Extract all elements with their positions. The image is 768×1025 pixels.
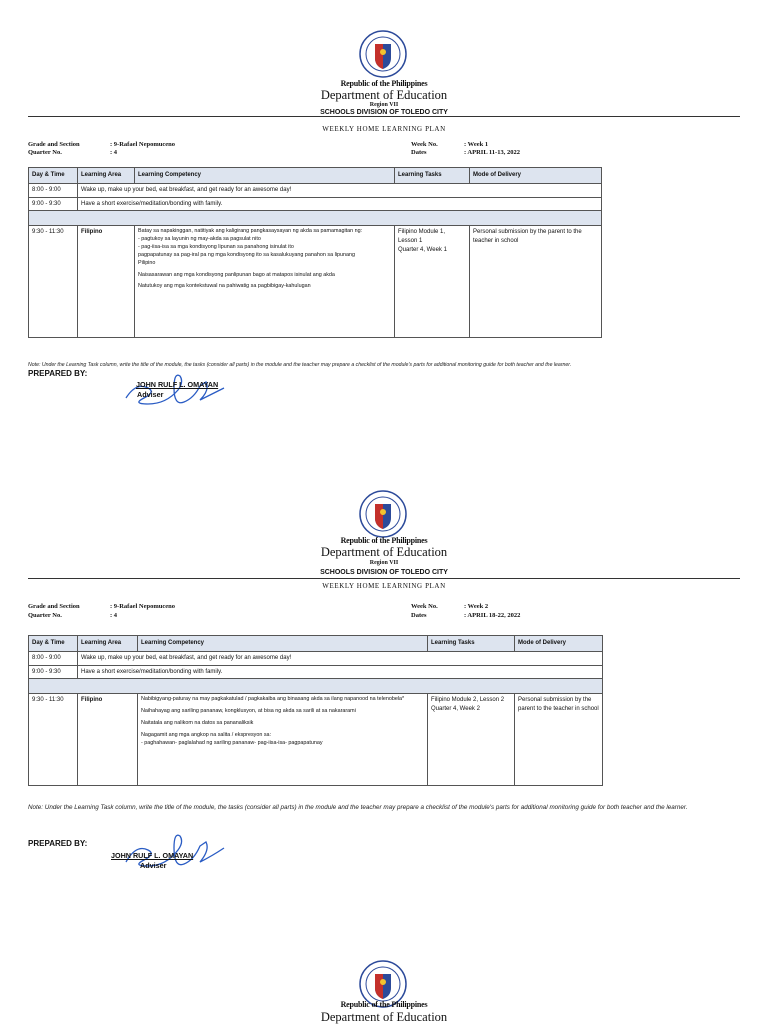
row-activity: Have a short exercise/meditation/bonding with family.: [78, 665, 603, 679]
row-competency: Nabibigyang-paturay na may pagkakatulad / pagkakaiba ang binasang akda sa ilang napanood na telenobela* Naihahayag ang sariling pananaw, kongklusyon, at bisa ng akda sa sarili at sa nakararami Naitatala ang nalikom na datos sa pananaliksik Nagagamit ang mga angkop na salita / ekspresyon sa: - paghahawan- paglalahad ng sariling pananaw- pag-iisa-isa- pagpapatunay: [138, 694, 428, 786]
quarter-value: : 4: [110, 149, 118, 156]
header-learning-area: Learning Area: [78, 168, 135, 184]
adviser-role: Adviser: [140, 861, 167, 870]
signature-icon: [118, 372, 228, 408]
division-text: SCHOOLS DIVISION OF TOLEDO CITY: [320, 569, 448, 576]
row-learning-area: Filipino: [78, 226, 135, 338]
plan-table: [28, 635, 603, 786]
row-delivery: Personal submission by the parent to the teacher in school: [515, 694, 603, 786]
region-text: Region VII: [369, 102, 399, 108]
table-row: [29, 665, 603, 679]
note-text: Note: Under the Learning Task column, write the title of the module, the tasks (consider all parts) in the module and the teacher may prepare a checklist of the module's parts for additional monitoring guide for both teacher and the learner.: [28, 362, 572, 368]
prepared-by-label: PREPARED BY:: [28, 839, 88, 848]
dates-label: Dates: [411, 149, 427, 156]
department-text: Department of Education: [320, 88, 448, 102]
row-tasks: Filipino Module 2, Lesson 2 Quarter 4, Week 2: [428, 694, 515, 786]
grade-section-value: : 9-Rafael Nepomuceno: [110, 141, 175, 148]
break-row: [29, 679, 603, 694]
department-text: Department of Education: [320, 545, 448, 559]
plan-title: WEEKLY HOME LEARNING PLAN: [322, 125, 446, 133]
row-time: 9:30 - 11:30: [29, 226, 78, 338]
grade-section-label: Grade and Section: [28, 141, 80, 148]
plan-table: [28, 167, 602, 338]
row-activity: Wake up, make up your bed, eat breakfast, and get ready for an awesome day!: [78, 652, 603, 666]
dates-label: Dates: [411, 612, 427, 619]
deped-seal-icon: [359, 30, 407, 78]
dates-value: : APRIL 18-22, 2022: [464, 612, 521, 619]
region-text: Region VII: [369, 560, 399, 566]
republic-text: Republic of the Philippines: [340, 536, 428, 545]
row-time: 9:00 - 9:30: [29, 197, 78, 211]
week-value: : Week 1: [464, 141, 489, 148]
table-row: [29, 694, 603, 786]
row-competency: Batay sa napakinggan, natitiyak ang kaligirang pangkasaysayan ng akda sa pamamagitan ng: - pagtukoy sa layunin ng may-akda sa pagsulat nito - pag-iisa-isa sa mga kondisyong lipunan sa panahong isinulat ito pagpapatunay sa pag-iral pa ng mga kondisyong ito sa kasalukuyang panahon sa lipunang Pilipino Naisasarawan ang mga kondisyong panlipunan bago at matapos isinulat ang akda Natutukoy ang mga kontekstuwal na pahiwatig sa pagbibigay-kahulugan: [135, 226, 395, 338]
header-day-time: Day & Time: [29, 636, 78, 652]
grade-section-value: : 9-Rafael Nepomuceno: [110, 603, 175, 610]
row-activity: Wake up, make up your bed, eat breakfast, and get ready for an awesome day!: [78, 184, 602, 198]
week-label: Week No.: [411, 141, 438, 148]
table-row: [29, 197, 602, 211]
header-competency: Learning Competency: [138, 636, 428, 652]
row-learning-area: Filipino: [78, 694, 138, 786]
header-tasks: Learning Tasks: [395, 168, 470, 184]
row-time: 9:30 - 11:30: [29, 694, 78, 786]
table-row: [29, 184, 602, 198]
table-row: [29, 226, 602, 338]
table-row: [29, 652, 603, 666]
republic-text: Republic of the Philippines: [340, 79, 428, 88]
row-tasks: Filipino Module 1, Lesson 1 Quarter 4, Week 1: [395, 226, 470, 338]
adviser-name: JOHN RULF L. OMAYAN: [136, 380, 219, 389]
division-text: SCHOOLS DIVISION OF TOLEDO CITY: [320, 109, 448, 116]
deped-seal-icon: [359, 490, 407, 538]
adviser-name: JOHN RULF L. OMAYAN: [111, 851, 194, 860]
header-day-time: Day & Time: [29, 168, 78, 184]
break-row: [29, 211, 602, 226]
row-time: 8:00 - 9:00: [29, 652, 78, 666]
header-delivery: Mode of Delivery: [515, 636, 603, 652]
dates-value: : APRIL 11-13, 2022: [464, 149, 520, 156]
week-label: Week No.: [411, 603, 438, 610]
week-value: : Week 2: [464, 603, 489, 610]
department-text: Department of Education: [320, 1010, 448, 1024]
plan-title: WEEKLY HOME LEARNING PLAN: [322, 582, 446, 590]
note-text: Note: Under the Learning Task column, write the title of the module, the tasks (consider all parts) in the module and the teacher may prepare a checklist of the module's parts for additional monitoring guide for both teacher and the learner.: [28, 804, 688, 811]
header-divider: [28, 578, 740, 579]
republic-text: Republic of the Philippines: [340, 1000, 428, 1009]
row-time: 9:00 - 9:30: [29, 665, 78, 679]
quarter-label: Quarter No.: [28, 612, 62, 619]
header-delivery: Mode of Delivery: [470, 168, 602, 184]
row-activity: Have a short exercise/meditation/bonding with family.: [78, 197, 602, 211]
header-learning-area: Learning Area: [78, 636, 138, 652]
quarter-label: Quarter No.: [28, 149, 62, 156]
prepared-by-label: PREPARED BY:: [28, 369, 88, 378]
quarter-value: : 4: [110, 612, 118, 619]
adviser-role: Adviser: [137, 390, 164, 399]
row-delivery: Personal submission by the parent to the teacher in school: [470, 226, 602, 338]
grade-section-label: Grade and Section: [28, 603, 80, 610]
header-tasks: Learning Tasks: [428, 636, 515, 652]
header-divider: [28, 116, 740, 117]
row-time: 8:00 - 9:00: [29, 184, 78, 198]
header-competency: Learning Competency: [135, 168, 395, 184]
